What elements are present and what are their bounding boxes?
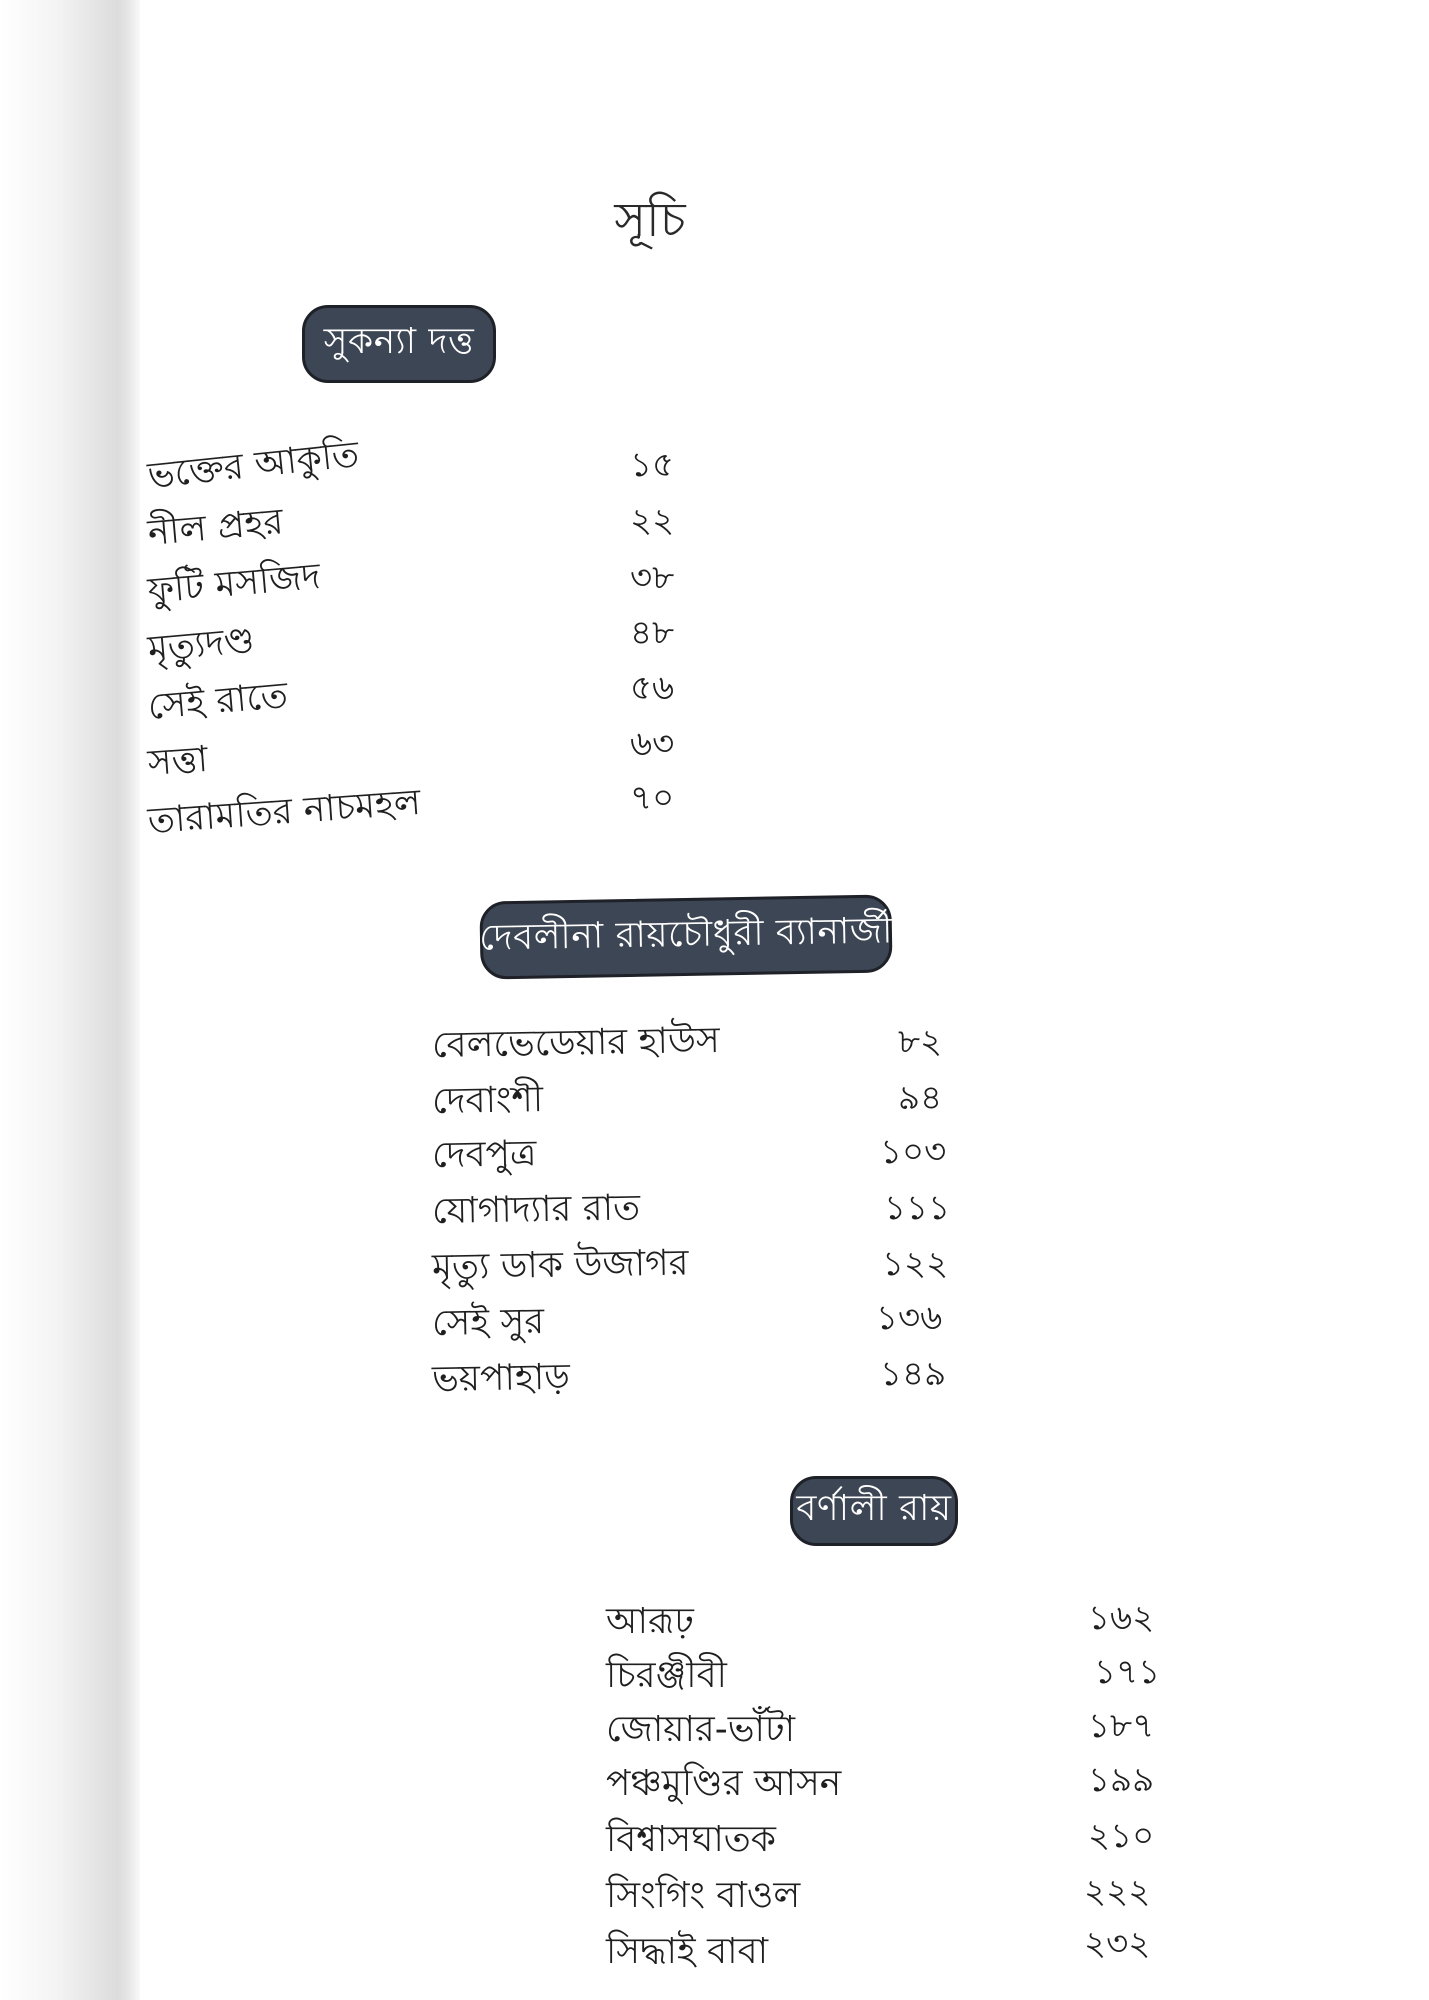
toc-entry-page: ১২২ [882, 1244, 949, 1284]
toc-entry-title: বিশ্বাসঘাতক [606, 1819, 776, 1860]
toc-entry-page: ১১১ [884, 1188, 951, 1228]
toc-entry-title: সত্তা [146, 738, 210, 784]
author-badge-3: বর্ণালী রায় [790, 1476, 958, 1546]
author-badge-1: সুকন্যা দত্ত [302, 305, 496, 383]
toc-entry-title: জোয়ার-ভাঁটা [606, 1709, 796, 1750]
toc-entry-page: ২৩২ [1084, 1924, 1151, 1964]
toc-entry-title: তারামতির নাচমহল [146, 781, 423, 842]
toc-entry-page: ১৯৯ [1088, 1760, 1155, 1800]
toc-entry-title: পঞ্চমুণ্ডির আসন [606, 1763, 842, 1804]
toc-entry-title: যোগাদ্যার রাত [431, 1187, 641, 1232]
toc-entry-page: ৯৪ [898, 1078, 943, 1118]
toc-entry-page: ১৮৭ [1088, 1706, 1155, 1746]
toc-entry-page: ৮২ [898, 1022, 943, 1062]
toc-entry-title: ফুটি মসজিদ [146, 556, 322, 612]
toc-entry-page: ১৪৯ [880, 1354, 947, 1394]
toc-entry-title: সিদ্ধাই বাবা [606, 1931, 769, 1972]
page-gutter-shadow [0, 0, 140, 2000]
toc-entry-page: ৬৩ [630, 724, 675, 764]
toc-entry-title: সেই সুর [431, 1301, 545, 1344]
toc-entry-page: ৫৬ [630, 668, 675, 708]
toc-entry-title: মৃত্যুদণ্ড [146, 619, 257, 670]
toc-entry-page: ৩৮ [630, 558, 675, 598]
toc-entry-page: ১৬২ [1088, 1598, 1155, 1638]
author-badge-2: দেবলীনা রায়চৌধুরী ব্যানার্জী [479, 894, 892, 979]
toc-entry-title: ভয়পাহাড় [431, 1356, 571, 1400]
page-title: সূচি [614, 192, 686, 248]
toc-entry-page: ১৩৬ [876, 1298, 943, 1338]
toc-entry-page: ১৫ [630, 445, 675, 485]
toc-entry-title: আরূঢ় [606, 1601, 694, 1642]
toc-entry-title: ভক্তের আকুতি [145, 433, 361, 497]
toc-entry-page: ২২২ [1084, 1872, 1151, 1912]
toc-entry-page: ২২ [630, 501, 675, 541]
toc-entry-page: ৪৮ [630, 613, 675, 653]
toc-entry-title: দেবপুত্র [431, 1133, 537, 1176]
toc-entry-title: নীল প্রহর [146, 501, 285, 554]
toc-entry-title: সিংগিং বাওল [606, 1875, 801, 1916]
toc-entry-title: বেলভেডেয়ার হাউস [431, 1019, 721, 1066]
toc-entry-page: ৭০ [630, 778, 675, 818]
toc-entry-title: চিরঞ্জীবী [606, 1655, 727, 1696]
toc-entry-page: ২১০ [1088, 1816, 1155, 1856]
toc-entry-title: মৃত্যু ডাক উজাগর [431, 1242, 689, 1288]
toc-entry-title: দেবাংশী [431, 1079, 544, 1122]
toc-entry-page: ১৭১ [1094, 1652, 1161, 1692]
toc-entry-title: সেই রাতে [146, 674, 290, 728]
toc-entry-page: ১০৩ [880, 1132, 947, 1172]
